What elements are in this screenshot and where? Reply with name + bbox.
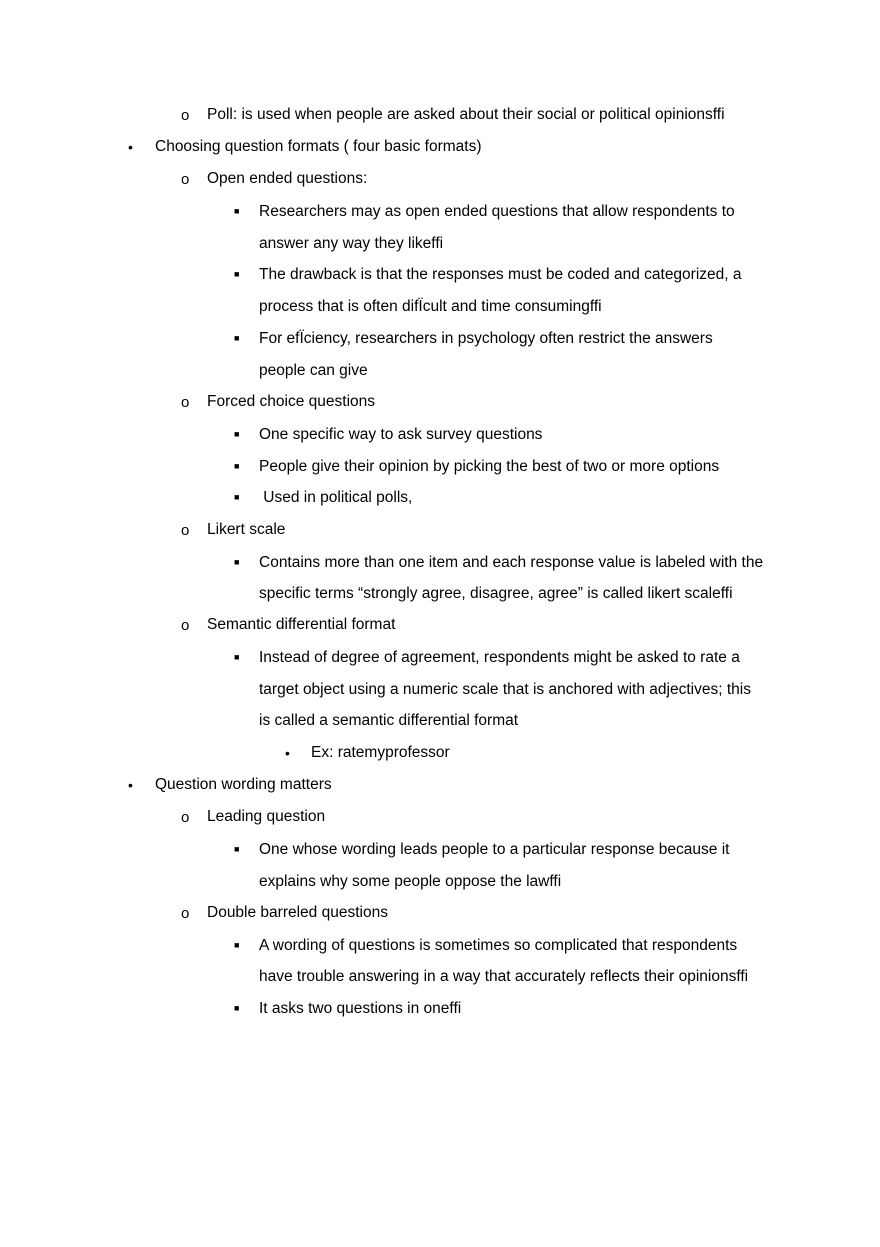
- list-item-text: One specific way to ask survey questions: [259, 426, 543, 443]
- list-item-text: Used in political polls,: [259, 489, 413, 506]
- list-item-open-ended: Open ended questions:: [207, 170, 368, 187]
- list-item-text: Contains more than one item and each response value is labeled with the: [259, 554, 764, 571]
- list-item-text-continued: specific terms “strongly agree, disagree, agree” is called likert scaleffi: [259, 585, 733, 602]
- list-item-double-barreled: Double barreled questions: [207, 904, 388, 921]
- list-item-text: A wording of questions is sometimes so complicated that respondents: [259, 937, 738, 954]
- list-item-text: For efÏciency, researchers in psychology often restrict the answers: [259, 330, 713, 347]
- bullet-circle-icon: o: [181, 394, 190, 411]
- list-item-text-continued: target object using a numeric scale that is anchored with adjectives; this: [259, 681, 751, 698]
- bullet-square-icon: ■: [234, 1003, 240, 1013]
- list-item-text-continued: have trouble answering in a way that accurately reflects their opinionsffi: [259, 968, 749, 985]
- bullet-square-icon: ■: [234, 844, 240, 854]
- list-item-choosing-formats: Choosing question formats ( four basic formats): [155, 138, 482, 155]
- list-item-text: It asks two questions in oneffi: [259, 1000, 462, 1017]
- list-item-semantic-differential: Semantic differential format: [207, 616, 396, 633]
- bullet-square-icon: ■: [234, 557, 240, 567]
- bullet-disc-icon: •: [128, 777, 133, 793]
- bullet-circle-icon: o: [181, 905, 190, 922]
- list-item-text-continued: people can give: [259, 362, 368, 379]
- bullet-circle-icon: o: [181, 617, 190, 634]
- list-item-text-continued: answer any way they likeffi: [259, 235, 444, 252]
- list-item-leading-question: Leading question: [207, 808, 326, 825]
- bullet-circle-icon: o: [181, 107, 190, 124]
- bullet-circle-icon: o: [181, 522, 190, 539]
- bullet-square-icon: ■: [234, 652, 240, 662]
- bullet-square-icon: ■: [234, 333, 240, 343]
- bullet-square-icon: ■: [234, 461, 240, 471]
- bullet-square-icon: ■: [234, 206, 240, 216]
- bullet-disc-icon: •: [128, 139, 133, 155]
- list-item-text-continued: explains why some people oppose the lawffi: [259, 873, 562, 890]
- list-item-forced-choice: Forced choice questions: [207, 393, 376, 410]
- list-item-text: People give their opinion by picking the best of two or more options: [259, 458, 720, 475]
- bullet-square-icon: ■: [234, 940, 240, 950]
- bullet-circle-icon: o: [181, 809, 190, 826]
- bullet-square-icon: ■: [234, 429, 240, 439]
- bullet-disc-icon: •: [285, 745, 290, 761]
- bullet-square-icon: ■: [234, 492, 240, 502]
- list-item-text: Researchers may as open ended questions that allow respondents to: [259, 203, 735, 220]
- list-item-text-continued: process that is often difÏcult and time consumingffi: [259, 298, 602, 315]
- list-item-question-wording: Question wording matters: [155, 776, 332, 793]
- list-item-text: The drawback is that the responses must be coded and categorized, a: [259, 266, 742, 283]
- list-item-poll: Poll: is used when people are asked about their social or political opinionsffi: [207, 106, 725, 123]
- bullet-square-icon: ■: [234, 269, 240, 279]
- bullet-circle-icon: o: [181, 171, 190, 188]
- list-item-text-continued: is called a semantic differential format: [259, 712, 519, 729]
- list-item-example: Ex: ratemyprofessor: [311, 744, 450, 761]
- list-item-likert: Likert scale: [207, 521, 286, 538]
- list-item-text: One whose wording leads people to a particular response because it: [259, 841, 730, 858]
- list-item-text: Instead of degree of agreement, respondents might be asked to rate a: [259, 649, 740, 666]
